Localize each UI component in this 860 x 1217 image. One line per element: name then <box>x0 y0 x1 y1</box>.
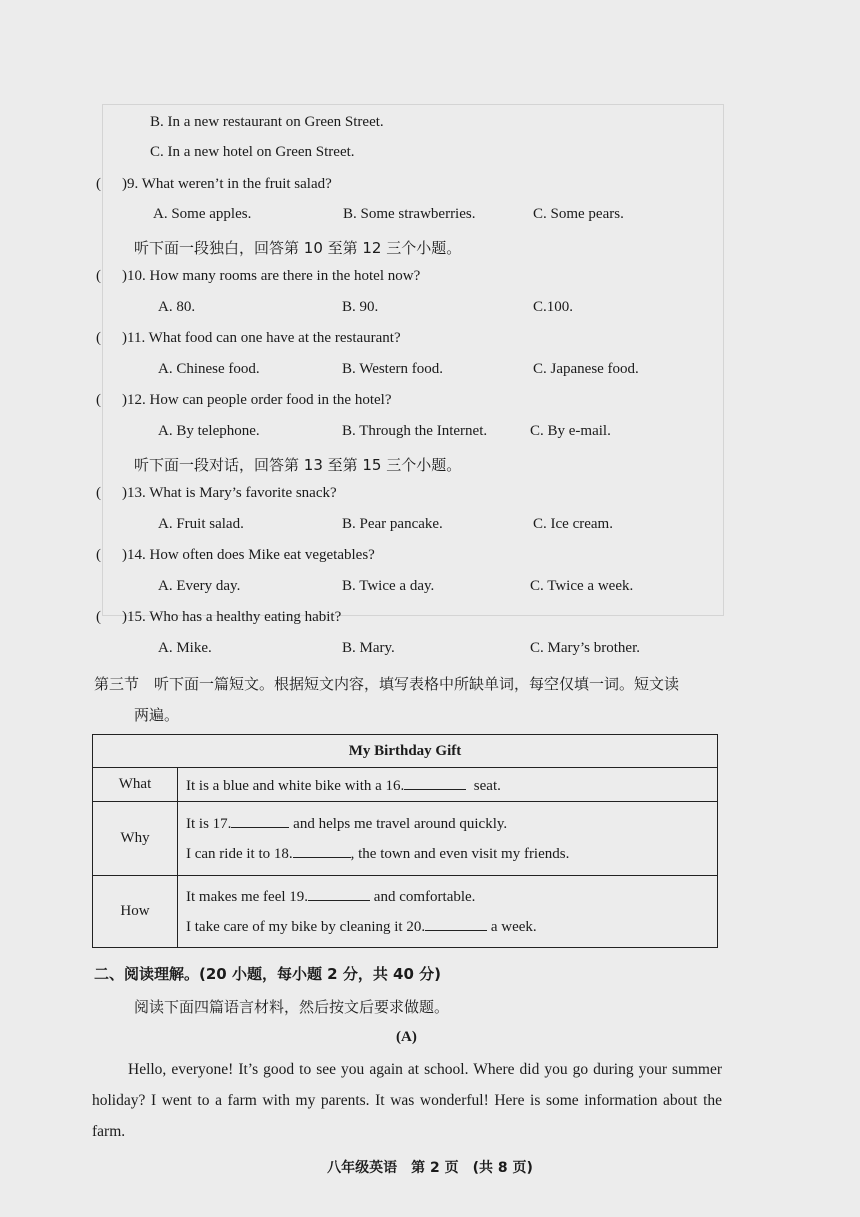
option-b: B. Mary. <box>342 640 395 656</box>
question-stem: )9. What weren’t in the fruit salad? <box>122 176 332 192</box>
passage-text: Hello, everyone! It’s good to see you again at school. Where did you go during your summer holiday? I went to a farm with my parents. It was wonderful! Here is some information about the farm. <box>92 1061 722 1140</box>
option-a: A. By telephone. <box>158 423 260 439</box>
birthday-gift-table <box>92 734 718 948</box>
option-b: B. Twice a day. <box>342 578 435 594</box>
option-c: C. Ice cream. <box>533 516 613 532</box>
row-label-how: How <box>93 876 178 948</box>
answer-paren: ( <box>96 609 101 625</box>
table-cell-what <box>178 768 718 802</box>
section3-instruction: 第三节 听下面一篇短文。根据短文内容，填写表格中所缺单词，每空仅填一词。短文读 <box>94 675 680 693</box>
row-label-what: What <box>93 768 178 802</box>
option-c: C. Twice a week. <box>530 578 634 594</box>
cell-text: , the town and even visit my friends. <box>350 845 570 862</box>
option-a: A. Mike. <box>158 640 212 656</box>
option-b: B. 90. <box>342 299 379 315</box>
option-c: C.100. <box>533 299 574 315</box>
answer-paren: ( <box>96 176 101 192</box>
table-cell-why <box>178 802 718 876</box>
cell-text: seat. <box>473 777 501 794</box>
table-title: My Birthday Gift <box>93 735 718 768</box>
q8-option-b: B. In a new restaurant on Green Street. <box>150 114 384 130</box>
option-c: C. Japanese food. <box>533 361 639 377</box>
row-label-why: Why <box>93 802 178 876</box>
answer-paren: ( <box>96 547 101 563</box>
option-c: C. By e-mail. <box>530 423 611 439</box>
page-footer: 八年级英语 第 2 页 (共 8 页) <box>327 1160 533 1176</box>
passage-label: (A) <box>396 1029 417 1045</box>
option-b: B. Western food. <box>342 361 444 377</box>
question-stem: )12. How can people order food in the hotel? <box>122 392 392 408</box>
cell-text: I can ride it to 18. <box>186 845 293 862</box>
option-a: A. 80. <box>158 299 196 315</box>
question-stem: )14. How often does Mike eat vegetables? <box>122 547 375 563</box>
cell-text: and comfortable. <box>373 888 476 905</box>
answer-paren: ( <box>96 392 101 408</box>
reading-instruction: 阅读下面四篇语言材料，然后按文后要求做题。 <box>134 998 450 1016</box>
question-stem: )15. Who has a healthy eating habit? <box>122 609 342 625</box>
table-cell-how <box>178 876 718 948</box>
answer-paren: ( <box>96 330 101 346</box>
cell-text: It is a blue and white bike with a 16. <box>186 777 405 794</box>
section3-instruction-cont: 两遍。 <box>134 706 180 724</box>
listening-instruction: 听下面一段对话，回答第 13 至第 15 三个小题。 <box>134 456 462 474</box>
answer-blank-18[interactable] <box>293 843 351 858</box>
answer-paren: ( <box>96 268 101 284</box>
question-stem: )10. How many rooms are there in the hotel now? <box>122 268 421 284</box>
option-a: A. Chinese food. <box>158 361 260 377</box>
q8-option-c: C. In a new hotel on Green Street. <box>150 144 355 160</box>
answer-paren: ( <box>96 485 101 501</box>
cell-text: It makes me feel 19. <box>186 888 309 905</box>
answer-blank-20[interactable] <box>425 916 487 931</box>
option-b: B. Pear pancake. <box>342 516 443 532</box>
question-stem: )13. What is Mary’s favorite snack? <box>122 485 337 501</box>
cell-text: and helps me travel around quickly. <box>293 815 508 832</box>
answer-blank-17[interactable] <box>231 813 289 828</box>
option-b: B. Some strawberries. <box>343 206 476 222</box>
option-c: C. Mary’s brother. <box>530 640 640 656</box>
option-a: A. Some apples. <box>153 206 252 222</box>
option-a: A. Every day. <box>158 578 241 594</box>
option-b: B. Through the Internet. <box>342 423 488 439</box>
answer-blank-16[interactable] <box>404 775 466 790</box>
reading-section-heading: 二、阅读理解。(20 小题，每小题 2 分，共 40 分) <box>94 965 442 983</box>
cell-text: It is 17. <box>186 815 232 832</box>
cell-text: I take care of my bike by cleaning it 20. <box>186 918 426 935</box>
listening-instruction: 听下面一段独白，回答第 10 至第 12 三个小题。 <box>134 239 462 257</box>
option-c: C. Some pears. <box>533 206 624 222</box>
question-stem: )11. What food can one have at the restaurant? <box>122 330 401 346</box>
answer-blank-19[interactable] <box>308 886 370 901</box>
option-a: A. Fruit salad. <box>158 516 244 532</box>
cell-text: a week. <box>490 918 537 935</box>
